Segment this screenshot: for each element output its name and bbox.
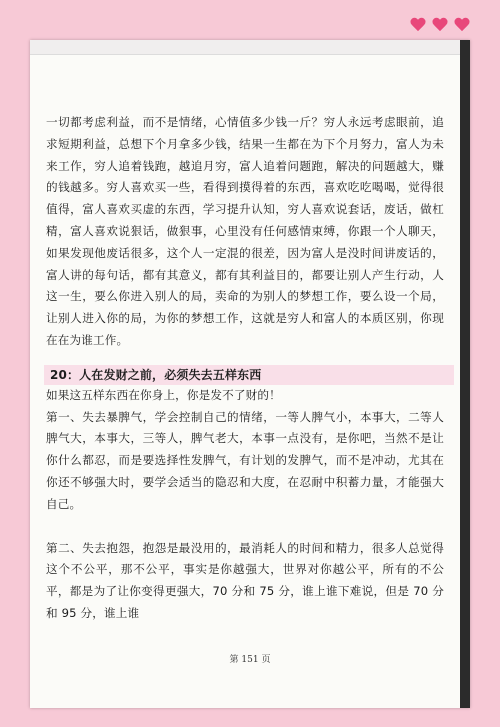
paragraph-1: 一切都考虑利益，而不是情绪，心情值多少钱一斤？穷人永远考虑眼前，追求短期利益，总想下个月拿多少钱，结果一生都在为下个月努力，富人为未来工作，穷人追着钱跑，越追月穷，富人追着问题跑，解决的问题越大，赚的钱越多。穷人喜欢买一些，看得到摸得着的东西，喜欢吃吃喝喝，觉得很值得，富人喜欢买虚的东西，学习提升认知，穷人喜欢说套话，废话，做杠精，富人喜欢说狠话，做狠事，心里没有任何感情束缚，你跟一个人聊天，如果发现他废话很多，这个人一定混的很差，因为富人是没时间讲废话的，富人讲的每句话，都有其意义，都有其利益目的，都要让别人产生行动，人这一生，要么你进入别人的局，卖命的为别人的梦想工作，要么设一个局，让别人进入你的局，为你的梦想工作，这就是穷人和富人的本质区别，你现在在为谁工作。 [46,115,444,347]
heart-icon [454,18,470,34]
document-page [30,40,470,708]
paragraph-3: 第二、失去抱怨，抱怨是最没用的，最消耗人的时间和精力，很多人总觉得这个不公平，那不公平，事实是你越强大，世界对你越公平，所有的不公平，都是为了让你变得更强大，70 分和 75 分，谁上谁下难说，但是 70 分和 95 分，谁上谁 [46,540,444,620]
hearts-decoration [410,18,470,34]
page-body [46,112,444,625]
page-number: 第 151 页 [229,655,271,665]
section-heading: 20：人在发财之前，必须失去五样东西 [44,365,454,385]
heart-icon [410,18,426,34]
page-top-strip [30,40,470,55]
paragraph-2: 第一、失去暴脾气，学会控制自己的情绪，一等人脾气小，本事大，二等人脾气大，本事大，三等人，脾气老大，本事一点没有，是你吧，当然不是让你什么都忍，而是要选择性发脾气，有计划的发脾气，而不是冲动，尤其在你还不够强大时，要学会适当的隐忍和大度，在忍耐中积蓄力量，才能强大自己。 [46,409,444,511]
page-right-edge [460,40,470,708]
heart-icon [432,18,448,34]
intro-line: 如果这五样东西在你身上，你是发不了财的！ [46,387,281,402]
